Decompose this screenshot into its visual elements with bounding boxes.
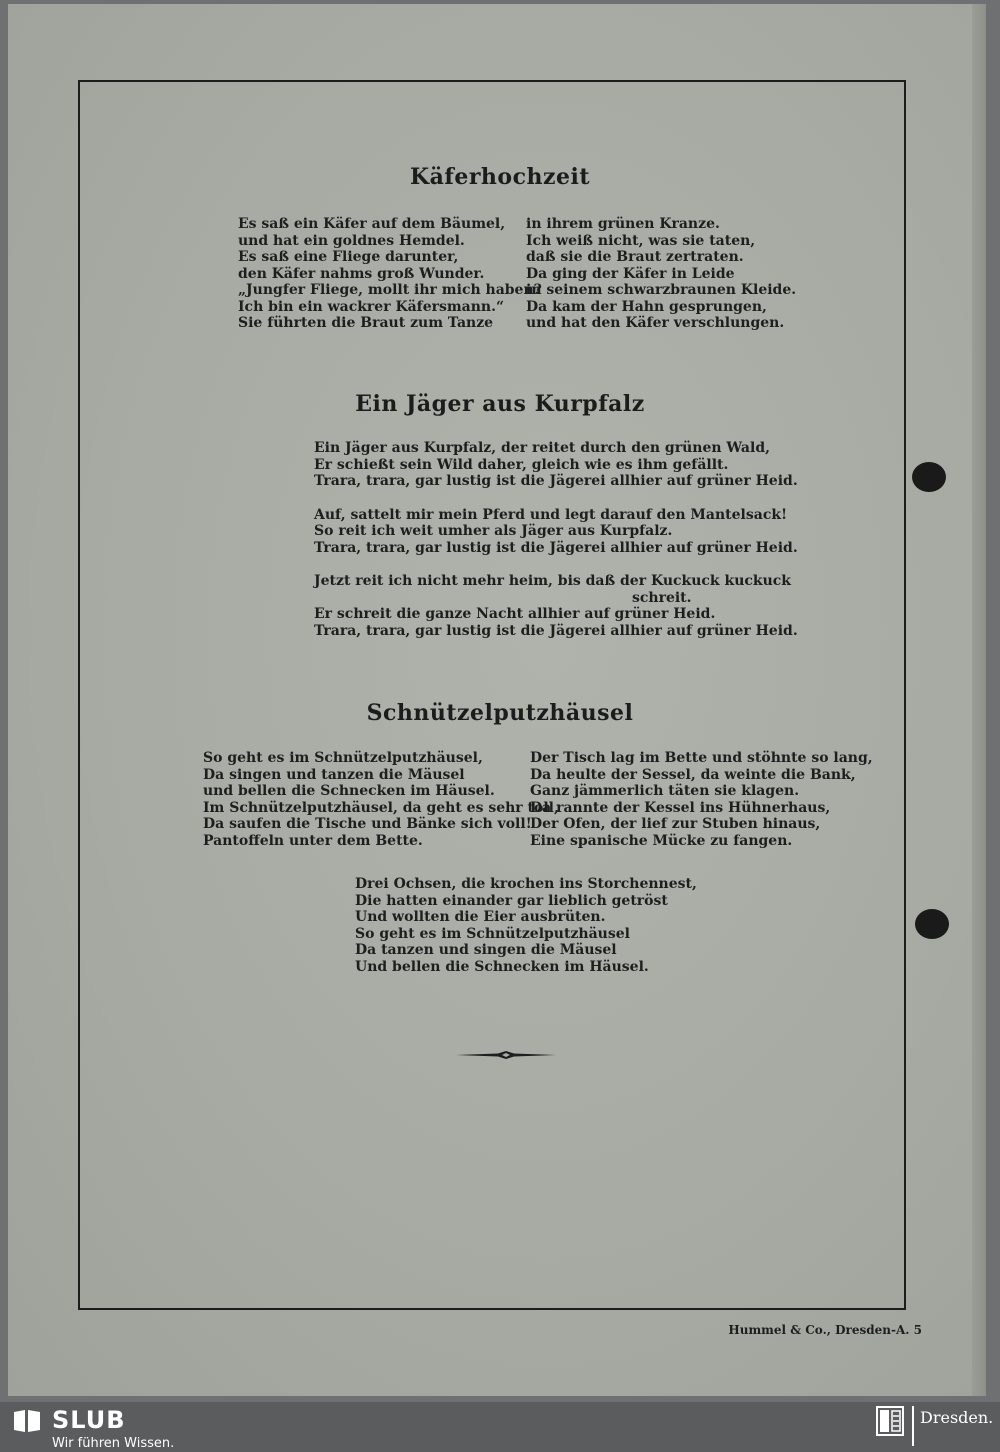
verse-line: Auf, sattelt mir mein Pferd und legt darauf den Mantelsack!	[314, 506, 788, 523]
poem1-title: Käferhochzeit	[410, 164, 590, 190]
verse-line: Da kam der Hahn gesprungen,	[526, 298, 767, 315]
poem3-right-column	[530, 750, 873, 849]
verse-line: „Jungfer Fliege, mollt ihr mich haben?	[238, 282, 542, 298]
verse-line: Im Schnützelputzhäusel, da geht es sehr toll,	[203, 799, 559, 816]
verse-line: Ein Jäger aus Kurpfalz, der reitet durch den grünen Wald,	[314, 440, 770, 456]
verse-line: Pantoffeln unter dem Bette.	[203, 832, 423, 849]
verse-line: Da ging der Käfer in Leide	[526, 265, 735, 282]
footer-bar	[0, 1402, 1000, 1452]
dresden-logo-text: Dresden.	[920, 1408, 994, 1427]
verse-line: Eine spanische Mücke zu fangen.	[530, 832, 793, 849]
printer-mark: Hummel & Co., Dresden-A. 5	[728, 1323, 922, 1337]
verse-line: Es saß eine Fliege darunter,	[238, 249, 459, 265]
poem3-left-column	[203, 750, 559, 849]
poem3-title: Schnützelputzhäusel	[366, 700, 634, 726]
poem3-final-stanza	[355, 876, 697, 975]
verse-line: Es saß ein Käfer auf dem Bäumel,	[238, 216, 506, 232]
slub-logo-text: SLUB	[52, 1406, 126, 1434]
verse-line: Drei Ochsen, die krochen ins Storchennest,	[355, 876, 697, 892]
verse-line: Ganz jämmerlich täten sie klagen.	[530, 783, 800, 799]
verse-line: Ich bin ein wackrer Käfersmann.“	[238, 298, 505, 315]
poem1-left-column	[238, 216, 542, 332]
verse-line: den Käfer nahms groß Wunder.	[238, 265, 485, 282]
poem2-body	[314, 440, 798, 639]
verse-line: Er schießt sein Wild daher, gleich wie es ihm gefällt.	[314, 456, 729, 473]
stanza-gap	[314, 556, 798, 573]
verse-line: Da heulte der Sessel, da weinte die Bank,	[530, 766, 856, 783]
ornamental-divider	[456, 1050, 556, 1060]
punch-hole-top	[912, 462, 946, 492]
verse-line-continuation: schreit.	[632, 589, 692, 606]
verse-line: in ihrem grünen Kranze.	[526, 216, 720, 232]
stanza-gap	[314, 490, 798, 507]
verse-line: So reit ich weit umher als Jäger aus Kurpfalz.	[314, 523, 673, 539]
verse-line: Er schreit die ganze Nacht allhier auf grüner Heid.	[314, 606, 716, 622]
book-icon	[12, 1408, 42, 1434]
verse-line: und hat den Käfer verschlungen.	[526, 315, 785, 331]
verse-line: und hat ein goldnes Hemdel.	[238, 232, 465, 249]
verse-line: Der Tisch lag im Bette und stöhnte so lang,	[530, 750, 873, 766]
verse-line: Sie führten die Braut zum Tanze	[238, 315, 494, 331]
verse-line: Trara, trara, gar lustig ist die Jägerei allhier auf grüner Heid.	[314, 539, 798, 556]
footer-separator	[912, 1406, 914, 1446]
slub-tagline: Wir führen Wissen.	[52, 1436, 175, 1451]
verse-line: Ich weiß nicht, was sie taten,	[526, 232, 756, 249]
poem1-right-column	[526, 216, 796, 332]
verse-line: in seinem schwarzbraunen Kleide.	[526, 282, 797, 298]
verse-line: daß sie die Braut zertraten.	[526, 249, 744, 265]
verse-line: Trara, trara, gar lustig ist die Jägerei allhier auf grüner Heid.	[314, 473, 798, 489]
verse-line: Da rannte der Kessel ins Hühnerhaus,	[530, 799, 831, 816]
verse-line: und bellen die Schnecken im Häusel.	[203, 783, 495, 799]
dresden-coat-of-arms-icon	[876, 1406, 904, 1436]
verse-line: Da tanzen und singen die Mäusel	[355, 942, 617, 958]
verse-line: Da saufen die Tische und Bänke sich voll!	[203, 816, 532, 832]
verse-line: Die hatten einander gar lieblich getröst	[355, 892, 668, 909]
verse-line: Trara, trara, gar lustig ist die Jägerei allhier auf grüner Heid.	[314, 622, 798, 639]
poem2-title: Ein Jäger aus Kurpfalz	[355, 391, 645, 417]
verse-line: Der Ofen, der lief zur Stuben hinaus,	[530, 816, 821, 832]
verse-line: Und wollten die Eier ausbrüten.	[355, 909, 606, 925]
punch-hole-bottom	[915, 909, 949, 939]
verse-line: Da singen und tanzen die Mäusel	[203, 766, 465, 783]
verse-line: Und bellen die Schnecken im Häusel.	[355, 958, 649, 975]
verse-line: So geht es im Schnützelputzhäusel,	[203, 750, 483, 766]
verse-line: Jetzt reit ich nicht mehr heim, bis daß der Kuckuck kuckuck	[314, 573, 792, 589]
verse-line: So geht es im Schnützelputzhäusel	[355, 925, 630, 942]
